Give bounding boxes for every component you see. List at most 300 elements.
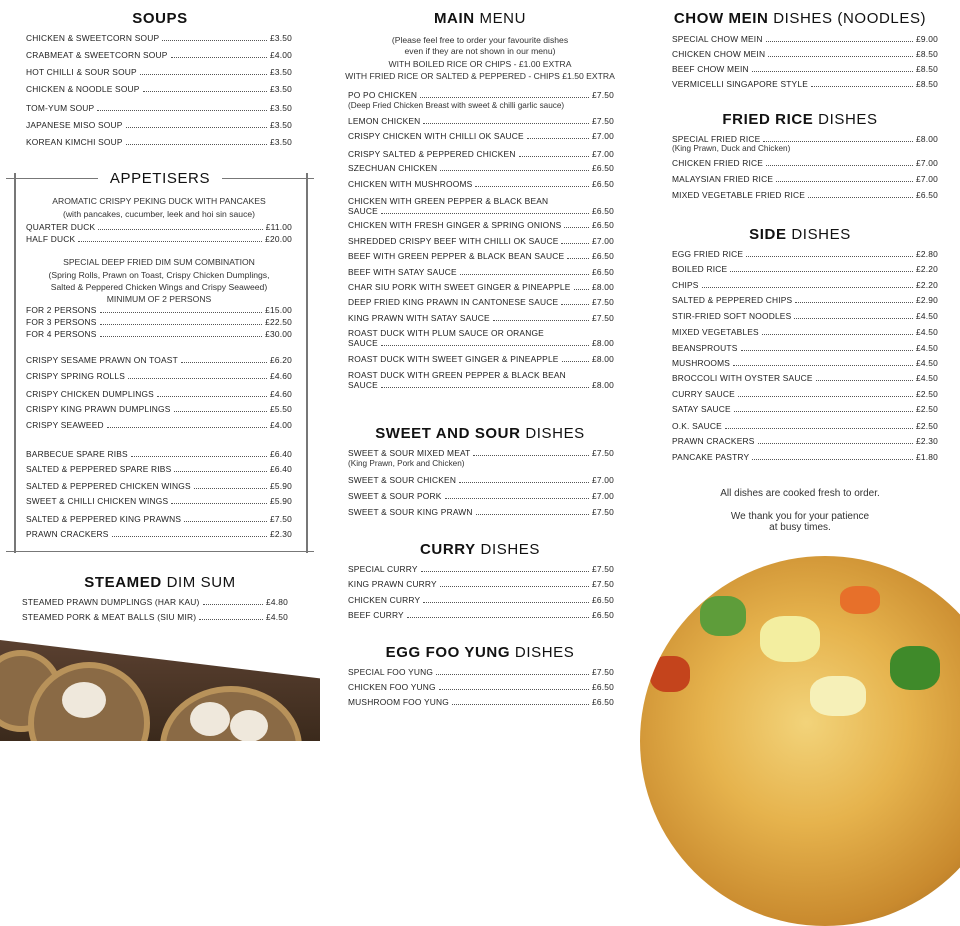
broccoli — [700, 596, 746, 636]
main-note-2: even if they are not shown in our menu) — [404, 46, 556, 56]
menu-item-name: DEEP FRIED KING PRAWN IN CANTONESE SAUCE — [348, 297, 559, 307]
dot-leader — [128, 378, 267, 379]
menu-item — [26, 481, 292, 491]
menu-item — [672, 280, 938, 290]
menu-item-line1: ROAST DUCK WITH PLUM SAUCE OR ORANGE — [348, 328, 544, 338]
dot-leader — [762, 334, 913, 335]
dot-leader — [126, 144, 267, 145]
menu-item: SAUCE £8.00 — [348, 338, 614, 348]
frame-bottom-rule — [6, 551, 314, 552]
menu-item-price: £8.50 — [916, 64, 938, 74]
menu-item-price: £6.40 — [270, 449, 292, 459]
menu-item-name: JAPANESE MISO SOUP — [26, 120, 123, 130]
menu-item-name: KING PRAWN CURRY — [348, 579, 437, 589]
menu-item-name: CHICKEN CURRY — [348, 595, 421, 605]
main-note-1: (Please feel free to order your favourite dishes — [391, 35, 569, 45]
menu-item — [348, 682, 614, 692]
menu-item — [348, 179, 614, 189]
dot-leader — [143, 91, 267, 92]
menu-item — [672, 358, 938, 368]
menu-item-price: £8.50 — [916, 79, 938, 89]
combo-line1: (Spring Rolls, Prawn on Toast, Crispy Chicken Dumplings, — [48, 270, 270, 280]
soups-heading: SOUPS — [132, 10, 188, 27]
menu-item-price: £2.50 — [916, 389, 938, 399]
menu-item-name: QUARTER DUCK — [26, 222, 96, 232]
menu-item — [348, 116, 614, 126]
menu-item-price: £4.60 — [270, 371, 292, 381]
dot-leader — [741, 350, 914, 351]
dot-leader — [702, 287, 913, 288]
dot-leader — [768, 56, 913, 57]
menu-item — [672, 404, 938, 414]
menu-item-price: £1.80 — [916, 452, 938, 462]
dot-leader — [734, 411, 913, 412]
menu-item — [348, 491, 614, 501]
sweet-sour-heading: SWEET AND SOUR DISHES — [375, 425, 585, 442]
dot-leader — [766, 165, 913, 166]
menu-item — [26, 420, 292, 430]
menu-item-name: BEEF WITH GREEN PEPPER & BLACK BEAN SAUCE — [348, 251, 565, 261]
menu-item-price: £4.50 — [916, 358, 938, 368]
menu-item — [672, 389, 938, 399]
menu-item — [26, 84, 292, 94]
menu-item — [672, 295, 938, 305]
dot-leader — [174, 411, 267, 412]
menu-item — [672, 373, 938, 383]
dot-leader — [776, 181, 913, 182]
dot-leader — [452, 704, 589, 705]
menu-item-name: HOT CHILLI & SOUR SOUP — [26, 67, 137, 77]
menu-item-price: £6.50 — [916, 190, 938, 200]
fried-rice-subtitle: (King Prawn, Duck and Chicken) — [672, 144, 791, 153]
menu-item-name: SALTED & PEPPERED CHICKEN WINGS — [26, 481, 191, 491]
menu-item-name: CHICKEN FOO YUNG — [348, 682, 436, 692]
menu-item — [672, 421, 938, 431]
menu-item — [348, 595, 614, 605]
menu-item-price: £15.00 — [265, 305, 292, 315]
menu-item-price: £5.50 — [270, 404, 292, 414]
menu-item-name: BOILED RICE — [672, 264, 728, 274]
menu-item — [26, 449, 292, 459]
menu-item-name: CRISPY SESAME PRAWN ON TOAST — [26, 355, 178, 365]
menu-item — [348, 267, 614, 277]
menu-item-name: PRAWN CRACKERS — [672, 436, 755, 446]
menu-item-price: £7.50 — [592, 564, 614, 574]
menu-item — [26, 389, 292, 399]
menu-item-price: £11.00 — [265, 222, 292, 232]
menu-item — [348, 236, 614, 246]
menu-item-name: SALTED & PEPPERED KING PRAWNS — [26, 514, 182, 524]
menu-item — [348, 667, 614, 677]
menu-item-name: HALF DUCK — [26, 234, 76, 244]
dot-leader — [126, 127, 268, 128]
dot-leader — [97, 110, 267, 111]
footer-line1: All dishes are cooked fresh to order. — [720, 488, 880, 499]
menu-item-line1: ROAST DUCK WITH GREEN PEPPER & BLACK BEAN — [348, 370, 566, 380]
menu-item — [26, 120, 292, 130]
menu-item-name: BROCCOLI WITH OYSTER SAUCE — [672, 373, 813, 383]
dot-leader — [811, 86, 913, 87]
steamed-heading: STEAMED DIM SUM — [84, 574, 236, 591]
chow-mein-heading: CHOW MEIN DISHES (NOODLES) — [673, 10, 927, 27]
menu-item-price: £6.50 — [592, 220, 614, 230]
menu-item — [26, 67, 292, 77]
menu-item-price: £3.50 — [270, 33, 292, 43]
menu-item-price: £6.20 — [270, 355, 292, 365]
menu-item-name: CHICKEN WITH FRESH GINGER & SPRING ONIONS — [348, 220, 562, 230]
menu-item — [348, 297, 614, 307]
dot-leader — [730, 271, 913, 272]
menu-item — [348, 507, 614, 517]
menu-item-price: £6.50 — [592, 163, 614, 173]
menu-item: SPECIAL FRIED RICE £8.00 — [672, 134, 938, 144]
dumpling — [190, 702, 230, 736]
menu-item — [348, 131, 614, 141]
menu-item — [672, 343, 938, 353]
menu-item — [348, 579, 614, 589]
dot-leader — [574, 289, 590, 290]
dot-leader — [78, 241, 262, 242]
menu-item-name: CHICKEN FRIED RICE — [672, 158, 764, 168]
menu-item — [22, 612, 288, 622]
dot-leader — [199, 619, 263, 620]
menu-item — [26, 317, 292, 327]
dot-leader — [140, 74, 267, 75]
dot-leader — [758, 443, 914, 444]
popo-subtitle: (Deep Fried Chicken Breast with sweet & chilli garlic sauce) — [348, 101, 565, 110]
menu-item — [26, 496, 292, 506]
menu-item-name: STIR-FRIED SOFT NOODLES — [672, 311, 792, 321]
dot-leader — [475, 186, 589, 187]
menu-item: SWEET & SOUR MIXED MEAT £7.50 — [348, 448, 614, 458]
menu-item-price: £4.50 — [916, 343, 938, 353]
menu-item — [26, 529, 292, 539]
menu-item-price: £4.50 — [916, 373, 938, 383]
menu-item — [26, 234, 292, 244]
menu-item — [348, 475, 614, 485]
menu-item — [348, 149, 614, 159]
dot-leader — [174, 471, 267, 472]
cabbage — [760, 616, 820, 662]
menu-item-price: £6.50 — [592, 682, 614, 692]
menu-item-price: £7.50 — [592, 579, 614, 589]
menu-item-name: CRABMEAT & SWEETCORN SOUP — [26, 50, 168, 60]
menu-item-name: CRISPY SPRING ROLLS — [26, 371, 126, 381]
dot-leader — [131, 456, 267, 457]
dot-leader — [171, 503, 267, 504]
menu-item-price: £2.90 — [916, 295, 938, 305]
menu-item-name: SPECIAL FOO YUNG — [348, 667, 434, 677]
menu-item — [672, 327, 938, 337]
menu-item-name: BEANSPROUTS — [672, 343, 738, 353]
dot-leader — [752, 71, 913, 72]
menu-item-price: £7.00 — [592, 149, 614, 159]
dot-leader — [439, 689, 589, 690]
menu-item-price: £5.90 — [270, 481, 292, 491]
dot-leader — [746, 256, 913, 257]
left-column — [0, 0, 320, 741]
menu-item-price: £7.50 — [592, 667, 614, 677]
dot-leader — [564, 227, 589, 228]
menu-item-name: CURRY SAUCE — [672, 389, 735, 399]
menu-item-price: £8.50 — [916, 49, 938, 59]
menu-item — [672, 264, 938, 274]
menu-item-name: SWEET & SOUR KING PRAWN — [348, 507, 473, 517]
menu-item — [348, 251, 614, 261]
menu-item-price: £9.00 — [916, 34, 938, 44]
menu-item-price: £4.60 — [270, 389, 292, 399]
appetisers-heading: APPETISERS — [109, 170, 211, 187]
combo-title: SPECIAL DEEP FRIED DIM SUM COMBINATION — [63, 257, 255, 267]
menu-item-name: STEAMED PORK & MEAT BALLS (SIU MIR) — [22, 612, 197, 622]
cabbage — [810, 676, 866, 716]
footer-line2: We thank you for your patience — [730, 511, 870, 522]
menu-item-name: MIXED VEGETABLES — [672, 327, 759, 337]
menu-item-price: £3.50 — [270, 120, 292, 130]
dot-leader — [194, 488, 267, 489]
menu-item-name: CHICKEN & NOODLE SOUP — [26, 84, 140, 94]
menu-item-name: VERMICELLI SINGAPORE STYLE — [672, 79, 808, 89]
main-menu-heading: MAIN MENU — [433, 10, 527, 27]
menu-item — [348, 282, 614, 292]
menu-item-name: MIXED VEGETABLE FRIED RICE — [672, 190, 806, 200]
dot-leader — [794, 318, 913, 319]
menu-item-price: £3.50 — [270, 84, 292, 94]
menu-item — [26, 33, 292, 43]
menu-item-name: O.K. SAUCE — [672, 421, 722, 431]
menu-item — [26, 137, 292, 147]
menu-item-price: £6.40 — [270, 464, 292, 474]
menu-item-price: £2.20 — [916, 264, 938, 274]
dot-leader — [567, 258, 589, 259]
menu-item-name: PANCAKE PASTRY — [672, 452, 750, 462]
menu-item-price: £2.50 — [916, 404, 938, 414]
dot-leader — [112, 536, 268, 537]
main-note-4: WITH FRIED RICE OR SALTED & PEPPERED - CHIPS £1.50 EXTRA — [345, 71, 615, 81]
menu-item-line1: CHICKEN WITH GREEN PEPPER & BLACK BEAN — [348, 196, 549, 206]
menu-item-price: £7.50 — [592, 116, 614, 126]
menu-item-price: £4.00 — [270, 420, 292, 430]
dot-leader — [752, 459, 913, 460]
menu-item-price: £20.00 — [265, 234, 292, 244]
menu-item-name: STEAMED PRAWN DUMPLINGS (HAR KAU) — [22, 597, 200, 607]
menu-item — [672, 34, 938, 44]
menu-item-name: FOR 2 PERSONS — [26, 305, 97, 315]
egg-foo-yung-heading: EGG FOO YUNG DISHES — [385, 644, 575, 661]
menu-item-price: £22.50 — [265, 317, 292, 327]
menu-item-price: £2.80 — [916, 249, 938, 259]
main-note-3: WITH BOILED RICE OR CHIPS - £1.00 EXTRA — [388, 59, 572, 69]
menu-item-name: CRISPY KING PRAWN DUMPLINGS — [26, 404, 171, 414]
dot-leader — [738, 396, 913, 397]
menu-item-name: CRISPY SALTED & PEPPERED CHICKEN — [348, 149, 516, 159]
menu-item-price: £6.50 — [592, 179, 614, 189]
dot-leader — [476, 514, 589, 515]
curry-heading: CURRY DISHES — [419, 541, 540, 558]
menu-item-price: £4.80 — [266, 597, 288, 607]
dumpling — [62, 682, 106, 718]
carrot — [840, 586, 880, 614]
side-heading: SIDE DISHES — [749, 226, 851, 243]
menu-item — [26, 329, 292, 339]
menu-item-price: £6.50 — [592, 267, 614, 277]
menu-item — [672, 174, 938, 184]
sweet-sour-subtitle: (King Prawn, Pork and Chicken) — [348, 459, 465, 468]
menu-item-price: £2.50 — [916, 421, 938, 431]
dumpling — [230, 710, 268, 741]
menu-item-price: £2.30 — [916, 436, 938, 446]
menu-item: SAUCE £6.50 — [348, 206, 614, 216]
fried-rice-heading: FRIED RICE DISHES — [722, 111, 878, 128]
menu-item-name: LEMON CHICKEN — [348, 116, 421, 126]
menu-item-name: CRISPY CHICKEN DUMPLINGS — [26, 389, 154, 399]
dot-leader — [436, 674, 589, 675]
dot-leader — [100, 312, 263, 313]
menu-item — [26, 222, 292, 232]
menu-item-price: £7.00 — [592, 475, 614, 485]
menu-item-name: CHICKEN & SWEETCORN SOUP — [26, 33, 160, 43]
menu-item — [26, 371, 292, 381]
menu-item-price: £7.00 — [592, 131, 614, 141]
menu-item — [348, 163, 614, 173]
dot-leader — [162, 40, 267, 41]
menu-item-price: £2.20 — [916, 280, 938, 290]
dot-leader — [440, 170, 589, 171]
menu-item-name: SZECHUAN CHICKEN — [348, 163, 438, 173]
menu-item-name: KOREAN KIMCHI SOUP — [26, 137, 123, 147]
menu-item — [672, 64, 938, 74]
menu-item — [26, 50, 292, 60]
menu-item-name: KING PRAWN WITH SATAY SAUCE — [348, 313, 490, 323]
dot-leader — [519, 156, 589, 157]
menu-item-name: BARBECUE SPARE RIBS — [26, 449, 128, 459]
menu-item-name: SPECIAL CURRY — [348, 564, 418, 574]
dot-leader — [493, 320, 589, 321]
menu-item-price: £2.30 — [270, 529, 292, 539]
dot-leader — [203, 604, 264, 605]
menu-item-price: £6.50 — [592, 610, 614, 620]
menu-item-name: SWEET & SOUR CHICKEN — [348, 475, 457, 485]
menu-item-price: £7.00 — [592, 491, 614, 501]
menu-item-name: SATAY SAUCE — [672, 404, 731, 414]
menu-item — [26, 404, 292, 414]
menu-item-price: £7.50 — [592, 297, 614, 307]
dot-leader — [157, 396, 267, 397]
dot-leader — [561, 243, 589, 244]
menu-item — [672, 311, 938, 321]
dot-leader — [181, 362, 267, 363]
middle-column — [320, 0, 640, 741]
menu-item-price: £3.50 — [270, 137, 292, 147]
menu-item-price: £7.00 — [916, 174, 938, 184]
menu-item-price: £7.50 — [592, 507, 614, 517]
dim-sum-photo — [0, 640, 320, 741]
menu-item-name: FOR 3 PERSONS — [26, 317, 97, 327]
footer-line3: at busy times. — [769, 522, 831, 533]
combo-line2: Salted & Peppered Chicken Wings and Crispy Seaweed) — [50, 282, 268, 292]
dot-leader — [98, 229, 263, 230]
menu-item-name: CHICKEN WITH MUSHROOMS — [348, 179, 473, 189]
dot-leader — [808, 197, 913, 198]
dot-leader — [107, 427, 267, 428]
dot-leader — [816, 380, 913, 381]
menu-item-name: BEEF CHOW MEIN — [672, 64, 749, 74]
menu-item-price: £7.50 — [270, 514, 292, 524]
duck-subtitle: (with pancakes, cucumber, leek and hoi sin sauce) — [62, 209, 256, 219]
dot-leader — [766, 41, 913, 42]
menu-item: ROAST DUCK WITH SWEET GINGER & PINEAPPLE £8.00 — [348, 354, 614, 364]
menu-item-name: SWEET & SOUR PORK — [348, 491, 442, 501]
dot-leader — [421, 571, 589, 572]
dot-leader — [440, 586, 589, 587]
dot-leader — [100, 324, 263, 325]
menu-item-price: £30.00 — [265, 329, 292, 339]
menu-item-price: £4.50 — [916, 327, 938, 337]
menu-item — [672, 158, 938, 168]
menu-item-price: £4.50 — [916, 311, 938, 321]
menu-item-name: EGG FRIED RICE — [672, 249, 744, 259]
menu-item: PO PO CHICKEN £7.50 — [348, 90, 614, 100]
menu-item — [672, 190, 938, 200]
menu-item-name: MUSHROOM FOO YUNG — [348, 697, 449, 707]
broccoli — [890, 646, 940, 690]
menu-item-price: £6.50 — [592, 251, 614, 261]
dot-leader — [100, 336, 263, 337]
menu-item — [22, 597, 288, 607]
menu-item-name: CHICKEN CHOW MEIN — [672, 49, 766, 59]
menu-item-name: CRISPY CHICKEN WITH CHILLI OK SAUCE — [348, 131, 524, 141]
dot-leader — [423, 123, 589, 124]
dot-leader — [527, 138, 589, 139]
menu-item-price: £5.90 — [270, 496, 292, 506]
menu-item — [26, 355, 292, 365]
menu-item-price: £7.00 — [916, 158, 938, 168]
menu-item — [672, 436, 938, 446]
pepper — [650, 656, 690, 692]
menu-item-name: MALAYSIAN FRIED RICE — [672, 174, 774, 184]
menu-item — [26, 305, 292, 315]
menu-item-name: SWEET & CHILLI CHICKEN WINGS — [26, 496, 169, 506]
menu-item-name: MUSHROOMS — [672, 358, 731, 368]
menu-item-price: £7.50 — [592, 313, 614, 323]
dot-leader — [460, 274, 589, 275]
menu-item — [348, 564, 614, 574]
menu-item-price: £6.50 — [592, 697, 614, 707]
menu-item-name: CHIPS — [672, 280, 699, 290]
menu-item — [348, 610, 614, 620]
menu-item — [672, 49, 938, 59]
menu-item-name: CRISPY SEAWEED — [26, 420, 104, 430]
menu-item — [672, 79, 938, 89]
menu-item-price: £7.00 — [592, 236, 614, 246]
menu-item-price: £4.50 — [266, 612, 288, 622]
menu-item — [26, 103, 292, 113]
dot-leader — [561, 304, 589, 305]
menu-item-name: SHREDDED CRISPY BEEF WITH CHILLI OK SAUCE — [348, 236, 559, 246]
menu-item-name: CHAR SIU PORK WITH SWEET GINGER & PINEAPPLE — [348, 282, 571, 292]
menu-item — [26, 464, 292, 474]
menu-item-name: BEEF WITH SATAY SAUCE — [348, 267, 457, 277]
menu-item — [348, 697, 614, 707]
menu-item-price: £6.50 — [592, 595, 614, 605]
menu-item-price: £8.00 — [592, 282, 614, 292]
menu-item: SAUCE £8.00 — [348, 380, 614, 390]
menu-item — [348, 220, 614, 230]
dot-leader — [423, 602, 589, 603]
menu-item-name: TOM-YUM SOUP — [26, 103, 95, 113]
menu-item-name: SPECIAL CHOW MEIN — [672, 34, 763, 44]
dot-leader — [445, 498, 590, 499]
